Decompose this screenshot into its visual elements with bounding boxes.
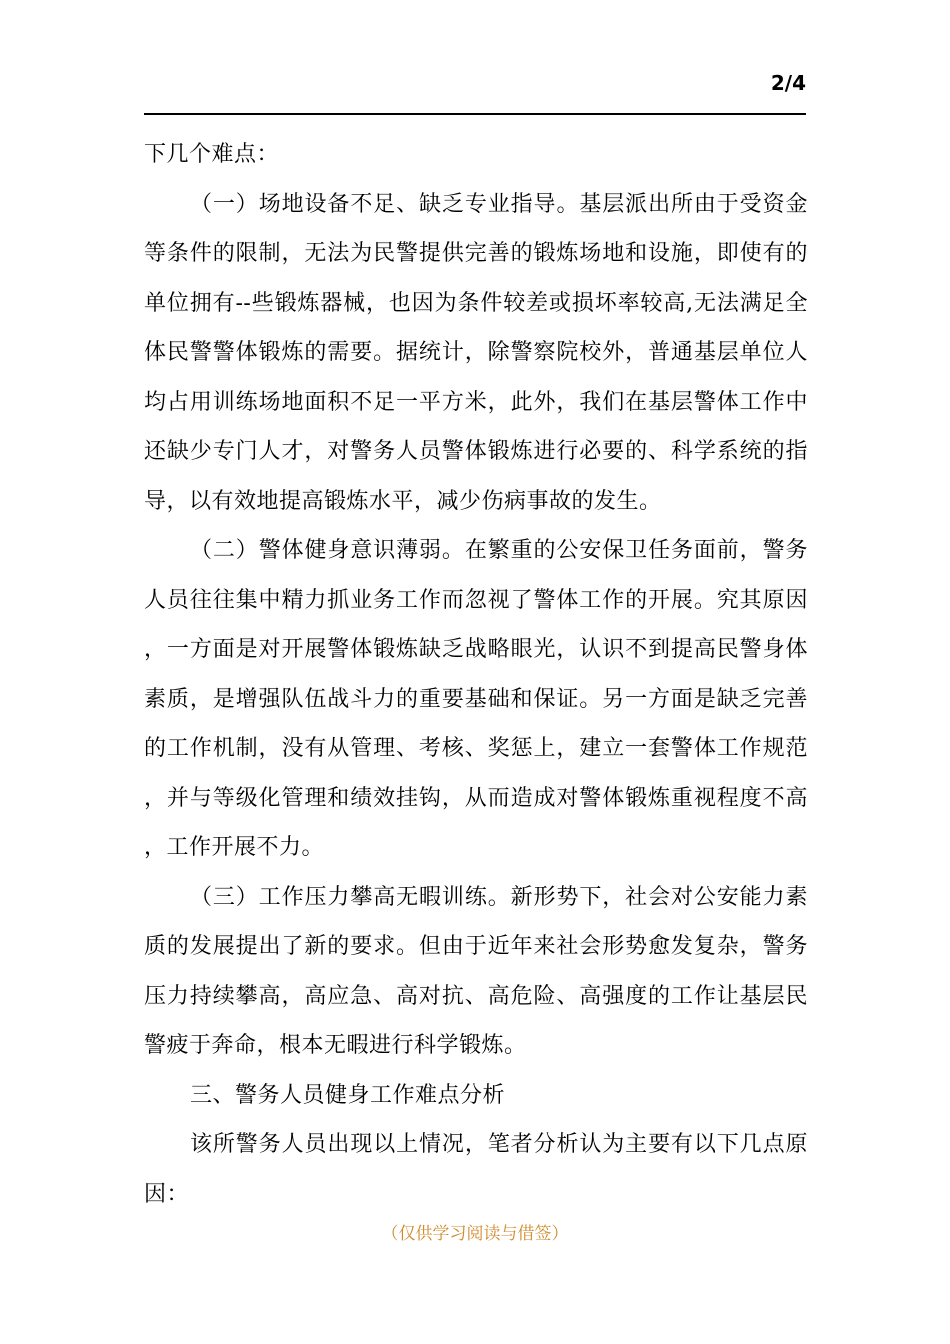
paragraph-point-two: （二）警体健身意识薄弱。在繁重的公安保卫任务面前，警务人员往往集中精力抓业务工作而忽视了警体工作的开展。究其原因，一方面是对开展警体锻炼缺乏战略眼光，认识不到提高民警身体素质，是增强队伍战斗力的重要基础和保证。另一方面是缺乏完善的工作机制，没有从管理、考核、奖惩上，建立一套警体工作规范，并与等级化管理和绩效挂钩，从而造成对警体锻炼重视程度不高，工作开展不力。 [144,538,808,860]
section-heading: 三、警务人员健身工作难点分析 [190,1082,506,1108]
page-number: 2/4 [770,71,806,95]
header-divider [144,113,806,115]
paragraph-point-three: （三）工作压力攀高无暇训练。新形势下，社会对公安能力素质的发展提出了新的要求。但由于近年来社会形势愈发复杂，警务压力持续攀高，高应急、高对抗、高危险、高强度的工作让基层民警疲于奔命，根本无暇进行科学锻炼。 [144,884,808,1058]
document-body [144,130,808,1219]
paragraph-analysis-intro: 该所警务人员出现以上情况，笔者分析认为主要有以下几点原因： [144,1132,808,1207]
footer-note: （仅供学习阅读与借签） [381,1224,569,1244]
paragraph-point-one: （一）场地设备不足、缺乏专业指导。基层派出所由于受资金等条件的限制，无法为民警提供完善的锻炼场地和设施，即使有的单位拥有--些锻炼器械，也因为条件较差或损坏率较高,无法满足全体民警警体锻炼的需要。据统计，除警察院校外，普通基层单位人均占用训练场地面积不足一平方米，此外，我们在基层警体工作中还缺少专门人才，对警务人员警体锻炼进行必要的、科学系统的指导，以有效地提高锻炼水平，减少伤病事故的发生。 [144,191,808,514]
paragraph-continuation: 下几个难点： [144,142,280,167]
